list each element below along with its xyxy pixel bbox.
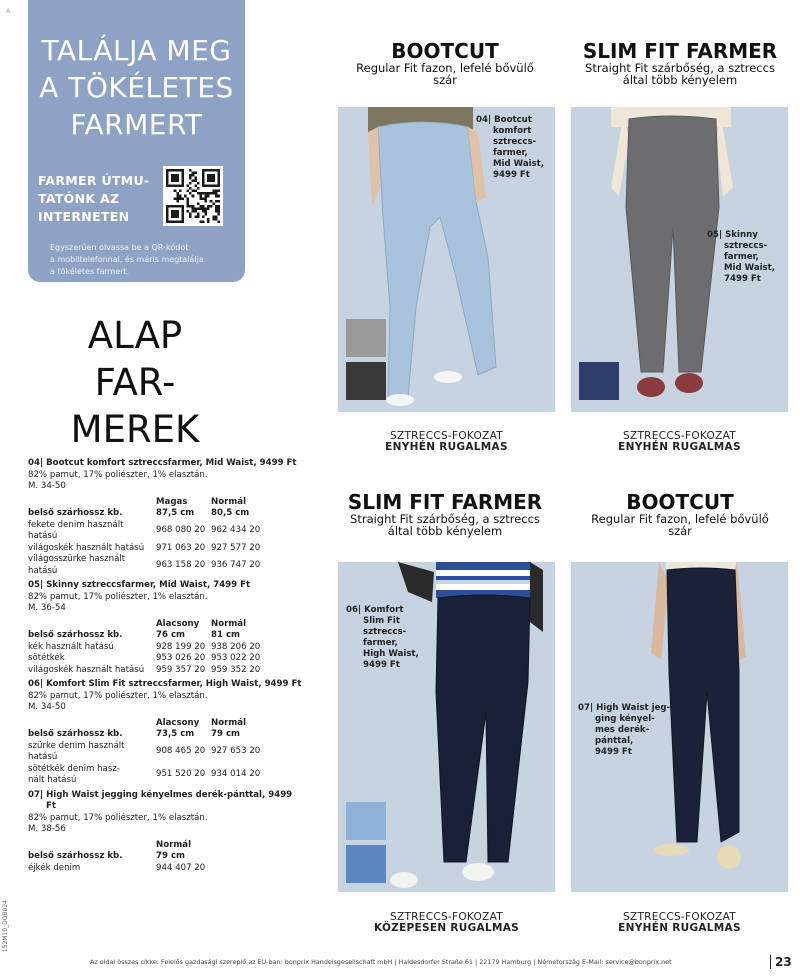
product-spec-list bbox=[28, 458, 303, 877]
product-title-text: Skinny sztreccsfarmer, Mid Waist, 7499 Ft bbox=[46, 580, 251, 590]
separator: | bbox=[39, 679, 47, 689]
product-label-line: farmer, bbox=[493, 148, 528, 158]
product-label-line: mes derék- bbox=[595, 725, 650, 735]
stretch-value: ENYHÉN RUGALMAS bbox=[618, 922, 741, 934]
panel-subtitle-line: Regular Fit fazon, lefelé bővülő bbox=[591, 512, 769, 526]
size-table-row bbox=[28, 642, 303, 654]
article-number: 963 158 20 bbox=[156, 559, 206, 570]
panel-subtitle bbox=[565, 513, 795, 537]
product-label: 05| Skinny sztreccs- farmer, Mid Waist, 7499 Ft bbox=[707, 230, 776, 284]
size-table-row bbox=[28, 543, 303, 555]
stretch-level bbox=[338, 431, 555, 453]
product-label-line: 9499 Ft bbox=[493, 170, 530, 180]
main-title-line: FAR- bbox=[94, 361, 176, 404]
product-label-line: Slim Fit bbox=[363, 616, 400, 626]
product-label-line: 9499 Ft bbox=[595, 747, 632, 757]
stretch-value: KÖZEPESEN RUGALMAS bbox=[373, 922, 519, 934]
promo-note-line: a mobiltelefonnal, és máris megtalálja bbox=[50, 255, 204, 264]
size-col-name: Normál bbox=[156, 839, 192, 850]
product-number: 06 bbox=[346, 605, 358, 615]
product-material: 82% pamut, 17% poliészter, 1% elasztán. bbox=[28, 469, 208, 480]
product-label-line: Mid Waist, bbox=[724, 263, 776, 273]
stretch-value: ENYHÉN RUGALMAS bbox=[385, 441, 508, 453]
row-color-line: hatású bbox=[28, 752, 58, 762]
panel-header bbox=[330, 40, 560, 86]
size-header-col bbox=[211, 619, 271, 642]
product-title-text: Komfort Slim Fit sztreccsfarmer, High Waist, 9499 Ft bbox=[46, 679, 302, 689]
row-color-line: világoskék használt hatású bbox=[28, 542, 145, 553]
size-header-col bbox=[156, 718, 211, 741]
product-label: 06| Komfort Slim Fit sztreccs- farmer, High Waist, 9499 Ft bbox=[346, 605, 419, 670]
product-title-text: High Waist jegging kényelmes derék-pánttal, 9499 Ft bbox=[46, 789, 293, 811]
article-number: 962 434 20 bbox=[211, 525, 261, 536]
product-label-line: Skinny bbox=[725, 230, 758, 240]
product-label-line: Komfort bbox=[364, 605, 404, 615]
size-table-header bbox=[28, 497, 303, 520]
stretch-value: ENYHÉN RUGALMAS bbox=[618, 441, 741, 453]
stretch-label: SZTRECCS-FOKOZAT bbox=[390, 430, 503, 442]
row-color bbox=[28, 554, 156, 577]
size-header-col bbox=[156, 619, 211, 642]
product-sizes: M. 36-54 bbox=[28, 603, 66, 613]
article-number: 953 026 20 bbox=[156, 653, 206, 663]
size-col-length: 81 cm bbox=[211, 630, 240, 640]
product-label-line: komfort bbox=[493, 126, 532, 136]
spacer bbox=[28, 874, 303, 877]
panel-subtitle bbox=[565, 62, 795, 86]
color-swatch[interactable] bbox=[346, 845, 386, 883]
panel-subtitle-line: által több kényelem bbox=[622, 73, 738, 87]
product-number: 05 bbox=[28, 580, 40, 590]
row-color-line: világosszürke használt bbox=[28, 554, 126, 564]
color-swatch[interactable] bbox=[346, 319, 386, 357]
size-header-col bbox=[156, 497, 211, 520]
row-color-line: hatású bbox=[28, 565, 58, 576]
size-table-row bbox=[28, 520, 303, 543]
panel-subtitle-line: által több kényelem bbox=[387, 524, 503, 538]
article-number: 928 199 20 bbox=[156, 641, 206, 652]
article-number: 934 014 20 bbox=[211, 769, 261, 780]
stretch-label: SZTRECCS-FOKOZAT bbox=[623, 430, 736, 442]
article-number: 944 407 20 bbox=[156, 862, 206, 873]
qr-code-icon[interactable] bbox=[163, 166, 223, 226]
panel-header bbox=[330, 491, 560, 537]
size-col-length: 87,5 cm bbox=[156, 508, 195, 518]
product-label-line: Bootcut bbox=[494, 115, 532, 125]
article-number: 936 747 20 bbox=[211, 559, 261, 570]
size-col-length: 73,5 cm bbox=[156, 729, 195, 739]
size-header-label: belső szárhossz kb. bbox=[28, 729, 123, 739]
promo-title-line: TALÁLJA MEG bbox=[41, 34, 232, 67]
stretch-level bbox=[571, 912, 788, 934]
product-number: 07 bbox=[578, 703, 590, 713]
row-color-line: éjkék denim bbox=[28, 862, 81, 873]
size-table-header bbox=[28, 840, 303, 863]
panel-title: BOOTCUT bbox=[626, 490, 734, 514]
product-spec bbox=[28, 790, 303, 878]
separator: | bbox=[39, 580, 47, 590]
product-label-line: sztreccs- bbox=[493, 137, 537, 147]
stretch-level bbox=[571, 431, 788, 453]
panel-subtitle-line: Straight Fit szárbőség, a sztreccs bbox=[585, 61, 775, 75]
promo-subtitle-line: TATÓNK AZ bbox=[38, 191, 120, 206]
size-header-label: belső szárhossz kb. bbox=[28, 851, 123, 861]
row-color bbox=[28, 520, 156, 543]
row-color bbox=[28, 741, 156, 764]
article-number: 971 063 20 bbox=[156, 542, 206, 553]
article-number: 927 653 20 bbox=[211, 746, 261, 757]
row-color-line: kék használt hatású bbox=[28, 641, 114, 652]
article-number: 968 080 20 bbox=[156, 525, 206, 536]
product-label-line: sztreccs- bbox=[363, 627, 407, 637]
product-label-line: pánttal, bbox=[595, 736, 634, 746]
row-color bbox=[28, 642, 156, 654]
size-header-col bbox=[211, 718, 271, 741]
panel-title: SLIM FIT FARMER bbox=[347, 490, 543, 514]
panel-title: BOOTCUT bbox=[391, 39, 499, 63]
product-material: 82% pamut, 17% poliészter, 1% elasztán. bbox=[28, 690, 208, 701]
product-material: 82% pamut, 17% poliészter, 1% elasztán. bbox=[28, 812, 208, 823]
product-number: 05 bbox=[707, 230, 719, 240]
side-code: 152M10_DOB024 bbox=[2, 900, 9, 953]
product-spec-title bbox=[28, 679, 303, 691]
size-header-label: belső szárhossz kb. bbox=[28, 508, 123, 518]
footer-legal: Az oldal összes cikke: Felelős gazdasági szereplő az EU-ban: bonprix Handelsgesellschaft mbH | Haldesdorfer Straße 61 | 22179 Hamburg | Németország E-Mail: service@bonprix.net bbox=[90, 958, 672, 966]
size-table-header bbox=[28, 619, 303, 642]
article-number: 953 022 20 bbox=[211, 653, 261, 663]
panel-subtitle-line: szár bbox=[433, 73, 457, 87]
product-label-line: farmer, bbox=[363, 638, 398, 648]
size-col-name: Normál bbox=[211, 618, 247, 629]
color-swatch[interactable] bbox=[346, 362, 386, 400]
color-swatch[interactable] bbox=[579, 362, 619, 400]
panel-title: SLIM FIT FARMER bbox=[582, 39, 778, 63]
product-number: 07 bbox=[28, 789, 40, 800]
product-spec bbox=[28, 458, 303, 580]
article-number: 927 577 20 bbox=[211, 542, 261, 553]
size-col-name: Alacsony bbox=[156, 618, 200, 629]
stretch-label: SZTRECCS-FOKOZAT bbox=[623, 911, 736, 923]
article-number: 959 352 20 bbox=[211, 664, 261, 675]
product-sizes: M. 34-50 bbox=[28, 481, 66, 491]
promo-title-line: FARMERT bbox=[70, 108, 203, 141]
row-color-line: világoskék használt hatású bbox=[28, 664, 145, 675]
article-number: 908 465 20 bbox=[156, 746, 206, 757]
size-header-label: belső szárhossz kb. bbox=[28, 630, 123, 640]
promo-note bbox=[50, 242, 204, 278]
promo-subtitle bbox=[38, 172, 149, 226]
article-number: 951 520 20 bbox=[156, 769, 206, 780]
row-color bbox=[28, 653, 156, 665]
panel-subtitle-line: Straight Fit szárbőség, a sztreccs bbox=[350, 512, 540, 526]
product-spec-title bbox=[28, 458, 303, 470]
promo-note-line: a tökéletes farmert. bbox=[50, 267, 130, 276]
product-label-line: sztreccs- bbox=[724, 241, 768, 251]
stretch-label: SZTRECCS-FOKOZAT bbox=[390, 911, 503, 923]
product-spec-title bbox=[28, 580, 303, 592]
size-col-name: Normál bbox=[211, 717, 247, 728]
size-table-row bbox=[28, 863, 303, 875]
panel-header bbox=[565, 40, 795, 86]
product-label-line: farmer, bbox=[724, 252, 759, 262]
color-swatch[interactable] bbox=[346, 802, 386, 840]
size-col-name: Normál bbox=[211, 496, 247, 507]
panel-subtitle bbox=[330, 513, 560, 537]
panel-header bbox=[565, 491, 795, 537]
product-spec bbox=[28, 580, 303, 679]
product-label: 07| High Waist jeg- ging kényel- mes derék- pánttal, 9499 Ft bbox=[578, 703, 671, 757]
promo-subtitle-line: FARMER ÚTMU- bbox=[38, 173, 150, 188]
promo-title-line: A TÖKÉLETES bbox=[39, 71, 234, 104]
product-label-line: Mid Waist, bbox=[493, 159, 545, 169]
main-title-line: ALAP bbox=[87, 314, 183, 357]
size-table-row bbox=[28, 764, 303, 787]
promo-subtitle-line: INTERNETEN bbox=[38, 209, 130, 224]
row-color-line: nált hatású bbox=[28, 775, 77, 785]
product-label-line: ging kényel- bbox=[595, 714, 655, 724]
main-title bbox=[50, 312, 220, 453]
promo-note-line: Egyszerűen olvassa be a QR-kódot bbox=[50, 243, 189, 252]
product-title-text: Bootcut komfort sztreccsfarmer, Mid Waist, 9499 Ft bbox=[46, 458, 297, 468]
article-number: 938 206 20 bbox=[211, 641, 261, 652]
product-number: 06 bbox=[28, 679, 40, 689]
row-color-line: sötétkék denim hasz- bbox=[28, 763, 120, 774]
product-label: 04| Bootcut komfort sztreccs- farmer, Mid Waist, 9499 Ft bbox=[476, 115, 545, 180]
product-sizes: M. 38-56 bbox=[28, 824, 66, 834]
size-table-row bbox=[28, 653, 303, 665]
size-col-length: 79 cm bbox=[211, 729, 240, 739]
product-spec bbox=[28, 679, 303, 790]
row-color-line: hatású bbox=[28, 531, 58, 541]
product-number: 04 bbox=[28, 458, 40, 468]
product-number: 04 bbox=[476, 115, 488, 125]
product-material: 82% pamut, 17% poliészter, 1% elasztán. bbox=[28, 591, 208, 602]
row-color bbox=[28, 665, 156, 677]
product-label-line: 9499 Ft bbox=[363, 660, 400, 670]
stretch-level bbox=[338, 912, 555, 934]
article-number: 959 357 20 bbox=[156, 664, 206, 675]
size-col-length: 80,5 cm bbox=[211, 508, 250, 518]
size-table-row bbox=[28, 554, 303, 577]
separator: | bbox=[39, 458, 47, 468]
size-col-length: 76 cm bbox=[156, 630, 185, 640]
page-number: 23 bbox=[770, 955, 792, 969]
separator: | bbox=[39, 789, 47, 800]
size-header-col bbox=[156, 840, 211, 863]
promo-title bbox=[28, 32, 245, 143]
size-table-row bbox=[28, 665, 303, 677]
panel-subtitle-line: szár bbox=[668, 524, 692, 538]
row-color bbox=[28, 764, 156, 787]
size-header-col bbox=[211, 497, 271, 520]
row-color-line: szürke denim használt bbox=[28, 740, 125, 751]
row-color bbox=[28, 863, 156, 875]
size-col-name: Alacsony bbox=[156, 717, 200, 728]
row-color-line: sötétkék bbox=[28, 653, 65, 663]
product-label-line: 7499 Ft bbox=[724, 274, 761, 284]
side-tick: A bbox=[6, 8, 11, 15]
product-label-line: High Waist, bbox=[363, 649, 419, 659]
product-spec-title bbox=[28, 790, 303, 813]
size-col-name: Magas bbox=[156, 496, 188, 507]
main-title-line: MEREK bbox=[70, 408, 200, 451]
size-table-row bbox=[28, 741, 303, 764]
row-color-line: fekete denim használt bbox=[28, 519, 124, 530]
row-color bbox=[28, 543, 156, 555]
size-col-length: 79 cm bbox=[156, 851, 185, 861]
panel-subtitle bbox=[330, 62, 560, 86]
panel-subtitle-line: Regular Fit fazon, lefelé bővülő bbox=[356, 61, 534, 75]
product-label-line: High Waist jeg- bbox=[596, 703, 671, 713]
size-table-header bbox=[28, 718, 303, 741]
product-sizes: M. 34-50 bbox=[28, 702, 66, 712]
promo-box[interactable] bbox=[28, 0, 245, 282]
